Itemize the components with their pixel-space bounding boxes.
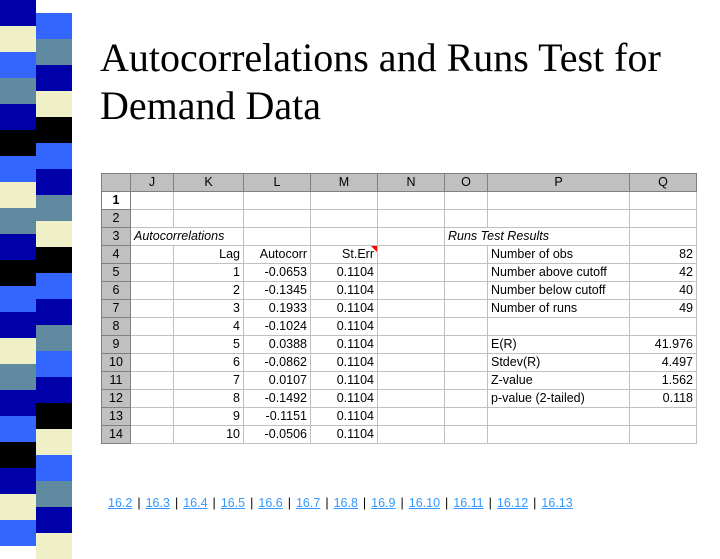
cell[interactable]: -0.1024	[244, 318, 311, 336]
cell[interactable]: Autocorr	[244, 246, 311, 264]
cell[interactable]	[445, 318, 488, 336]
strip-square	[0, 286, 36, 312]
nav-separator: |	[400, 496, 404, 510]
page-navigation	[108, 496, 708, 510]
cell[interactable]	[378, 318, 445, 336]
strip-square	[0, 0, 36, 26]
cell[interactable]	[378, 246, 445, 264]
row-header[interactable]: 13	[102, 408, 131, 426]
cell[interactable]	[131, 408, 174, 426]
strip-square	[36, 429, 72, 455]
sheet-row	[102, 372, 697, 390]
strip-square	[0, 364, 36, 390]
cell[interactable]	[131, 264, 174, 282]
cell[interactable]	[630, 318, 697, 336]
nav-separator: |	[212, 496, 216, 510]
cell[interactable]: 0.1104	[311, 426, 378, 444]
strip-square	[0, 208, 36, 234]
cell[interactable]	[378, 408, 445, 426]
nav-link[interactable]: 16.4	[183, 496, 208, 510]
strip-square	[36, 195, 72, 221]
nav-link[interactable]: 16.13	[541, 496, 573, 510]
cell[interactable]: -0.0506	[244, 426, 311, 444]
cell[interactable]: 8	[174, 390, 244, 408]
cell[interactable]: 0.1104	[311, 336, 378, 354]
column-header[interactable]: O	[445, 174, 488, 192]
cell[interactable]	[378, 300, 445, 318]
cell[interactable]	[630, 408, 697, 426]
corner-cell[interactable]	[102, 174, 131, 192]
strip-square	[36, 481, 72, 507]
strip-square	[36, 247, 72, 273]
cell[interactable]: 0.1104	[311, 390, 378, 408]
row-header[interactable]: 11	[102, 372, 131, 390]
cell[interactable]	[174, 210, 244, 228]
strip-square	[36, 273, 72, 299]
cell[interactable]	[488, 408, 630, 426]
strip-square	[0, 130, 36, 156]
cell[interactable]: 0.1104	[311, 354, 378, 372]
strip-square	[36, 117, 72, 143]
row-header[interactable]: 4	[102, 246, 131, 264]
strip-square	[0, 468, 36, 494]
nav-separator: |	[325, 496, 329, 510]
slide-title: Autocorrelations and Runs Test for Demand Data	[100, 35, 661, 128]
cell[interactable]: -0.1345	[244, 282, 311, 300]
cell[interactable]	[445, 192, 488, 210]
cell[interactable]	[378, 426, 445, 444]
cell[interactable]	[311, 228, 378, 246]
cell[interactable]: Number above cutoff	[488, 264, 630, 282]
column-header[interactable]: Q	[630, 174, 697, 192]
cell[interactable]	[378, 372, 445, 390]
nav-separator: |	[488, 496, 492, 510]
cell[interactable]	[244, 192, 311, 210]
cell[interactable]	[378, 390, 445, 408]
column-header[interactable]: L	[244, 174, 311, 192]
cell[interactable]: 0.1104	[311, 282, 378, 300]
cell[interactable]	[131, 426, 174, 444]
strip-square	[36, 221, 72, 247]
cell[interactable]	[445, 372, 488, 390]
cell[interactable]	[445, 264, 488, 282]
cell[interactable]: 9	[174, 408, 244, 426]
sheet-row	[102, 210, 697, 228]
cell[interactable]: 6	[174, 354, 244, 372]
column-header[interactable]: P	[488, 174, 630, 192]
nav-separator: |	[174, 496, 179, 510]
sheet-row	[102, 390, 697, 408]
column-headers	[102, 174, 697, 192]
sheet-row	[102, 228, 697, 246]
nav-link[interactable]: 16.6	[258, 496, 283, 510]
strip-square	[36, 455, 72, 481]
cell[interactable]: 82	[630, 246, 697, 264]
cell[interactable]: Lag	[174, 246, 244, 264]
cell[interactable]	[131, 354, 174, 372]
cell[interactable]	[131, 300, 174, 318]
nav-link[interactable]: 16.12	[496, 496, 529, 510]
cell[interactable]: 0.1104	[311, 264, 378, 282]
strip-square	[0, 234, 36, 260]
row-header[interactable]: 14	[102, 426, 131, 444]
strip-square	[0, 78, 36, 104]
cell[interactable]	[378, 282, 445, 300]
sheet-row	[102, 300, 697, 318]
cell[interactable]	[445, 282, 488, 300]
row-header[interactable]: 1	[102, 192, 131, 210]
nav-link[interactable]: 16.7	[295, 496, 321, 510]
nav-link[interactable]: 16.5	[220, 496, 246, 510]
cell[interactable]: Number of runs	[488, 300, 630, 318]
column-header[interactable]: M	[311, 174, 378, 192]
column-header[interactable]: N	[378, 174, 445, 192]
strip-square	[36, 533, 72, 559]
cell[interactable]	[378, 354, 445, 372]
strip-square	[0, 442, 36, 468]
cell[interactable]: Runs Test Results	[445, 228, 630, 246]
spreadsheet	[101, 173, 697, 444]
decorative-strip	[0, 0, 88, 540]
cell[interactable]	[488, 426, 630, 444]
strip-square	[0, 52, 36, 78]
cell[interactable]	[131, 336, 174, 354]
strip-square	[0, 312, 36, 338]
cell[interactable]	[311, 192, 378, 210]
sheet-row	[102, 318, 697, 336]
cell[interactable]: Stdev(R)	[488, 354, 630, 372]
cell[interactable]: 1	[174, 264, 244, 282]
nav-link[interactable]: 16.11	[453, 496, 484, 510]
nav-separator: |	[287, 496, 291, 510]
nav-separator: |	[137, 496, 141, 510]
strip-square	[36, 91, 72, 117]
strip-square	[36, 299, 72, 325]
cell[interactable]: Autocorrelations	[131, 228, 244, 246]
cell[interactable]: 2	[174, 282, 244, 300]
row-header[interactable]: 2	[102, 210, 131, 228]
cell[interactable]: 4	[174, 318, 244, 336]
row-header[interactable]: 12	[102, 390, 131, 408]
cell[interactable]: Number below cutoff	[488, 282, 630, 300]
column-header[interactable]: K	[174, 174, 244, 192]
cell[interactable]	[488, 192, 630, 210]
row-header[interactable]: 8	[102, 318, 131, 336]
cell[interactable]: 49	[630, 300, 697, 318]
cell[interactable]	[445, 246, 488, 264]
row-header[interactable]: 9	[102, 336, 131, 354]
cell[interactable]: 41.976	[630, 336, 697, 354]
cell[interactable]	[131, 390, 174, 408]
nav-link[interactable]: 16.3	[145, 496, 170, 510]
cell[interactable]: 3	[174, 300, 244, 318]
sheet-row	[102, 246, 697, 264]
strip-square	[36, 351, 72, 377]
sheet-row	[102, 354, 697, 372]
cell[interactable]: -0.0653	[244, 264, 311, 282]
cell[interactable]: 0.1104	[311, 300, 378, 318]
strip-square	[36, 325, 72, 351]
cell[interactable]: 1.562	[630, 372, 697, 390]
strip-square	[0, 104, 36, 130]
cell[interactable]: -0.1151	[244, 408, 311, 426]
nav-link[interactable]: 16.8	[333, 496, 358, 510]
cell[interactable]	[445, 336, 488, 354]
sheet-row	[102, 282, 697, 300]
cell[interactable]: 5	[174, 336, 244, 354]
cell[interactable]: -0.0862	[244, 354, 311, 372]
cell[interactable]	[378, 192, 445, 210]
cell[interactable]	[131, 246, 174, 264]
sheet-body	[102, 192, 697, 444]
cell[interactable]: 7	[174, 372, 244, 390]
nav-separator: |	[362, 496, 367, 510]
strip-square	[36, 13, 72, 39]
sheet-row	[102, 264, 697, 282]
cell[interactable]	[378, 336, 445, 354]
cell[interactable]	[244, 210, 311, 228]
strip-square	[0, 390, 36, 416]
nav-separator: |	[533, 496, 537, 510]
cell[interactable]	[445, 210, 488, 228]
cell[interactable]	[630, 192, 697, 210]
nav-separator: |	[445, 496, 449, 510]
cell[interactable]: 0.0388	[244, 336, 311, 354]
row-header[interactable]: 5	[102, 264, 131, 282]
cell[interactable]	[445, 408, 488, 426]
cell[interactable]	[131, 192, 174, 210]
nav-separator: |	[250, 496, 254, 510]
row-header[interactable]: 3	[102, 228, 131, 246]
cell[interactable]: 0.1104	[311, 372, 378, 390]
strip-square	[0, 338, 36, 364]
strip-square	[36, 507, 72, 533]
cell[interactable]: 0.1104	[311, 408, 378, 426]
strip-square	[36, 169, 72, 195]
cell[interactable]	[131, 282, 174, 300]
strip-square	[0, 182, 36, 208]
strip-square	[0, 520, 36, 546]
nav-link[interactable]: 16.10	[408, 496, 441, 510]
cell[interactable]	[378, 210, 445, 228]
cell[interactable]: 4.497	[630, 354, 697, 372]
cell[interactable]	[131, 210, 174, 228]
cell[interactable]: Number of obs	[488, 246, 630, 264]
cell[interactable]	[488, 210, 630, 228]
cell[interactable]: 0.1933	[244, 300, 311, 318]
cell[interactable]	[131, 318, 174, 336]
cell[interactable]: p-value (2-tailed)	[488, 390, 630, 408]
cell[interactable]: 40	[630, 282, 697, 300]
cell[interactable]	[311, 210, 378, 228]
cell[interactable]	[445, 354, 488, 372]
cell[interactable]: 42	[630, 264, 697, 282]
row-header[interactable]: 6	[102, 282, 131, 300]
cell[interactable]: 0.1104	[311, 318, 378, 336]
strip-square	[36, 39, 72, 65]
cell[interactable]: 0.0107	[244, 372, 311, 390]
cell[interactable]: -0.1492	[244, 390, 311, 408]
cell[interactable]	[378, 264, 445, 282]
cell[interactable]	[131, 372, 174, 390]
cell[interactable]: Z-value	[488, 372, 630, 390]
cell[interactable]	[488, 318, 630, 336]
cell[interactable]: St.Err	[311, 246, 378, 264]
row-header[interactable]: 7	[102, 300, 131, 318]
cell[interactable]	[630, 426, 697, 444]
strip-square	[36, 403, 72, 429]
nav-link[interactable]: 16.9	[371, 496, 396, 510]
cell[interactable]: 0.118	[630, 390, 697, 408]
cell[interactable]	[244, 228, 311, 246]
strip-square	[0, 494, 36, 520]
row-header[interactable]: 10	[102, 354, 131, 372]
sheet-row	[102, 192, 697, 210]
cell[interactable]	[445, 390, 488, 408]
column-header[interactable]: J	[131, 174, 174, 192]
strip-square	[0, 156, 36, 182]
nav-link[interactable]: 16.2	[108, 496, 133, 510]
strip-square	[36, 143, 72, 169]
cell[interactable]	[445, 426, 488, 444]
sheet-row	[102, 336, 697, 354]
strip-square	[36, 377, 72, 403]
strip-square	[36, 65, 72, 91]
strip-square	[0, 26, 36, 52]
cell[interactable]	[445, 300, 488, 318]
strip-square	[0, 260, 36, 286]
cell[interactable]	[378, 228, 445, 246]
cell[interactable]: E(R)	[488, 336, 630, 354]
sheet-row	[102, 426, 697, 444]
cell[interactable]	[630, 228, 697, 246]
cell[interactable]: 10	[174, 426, 244, 444]
strip-square	[0, 416, 36, 442]
cell[interactable]	[630, 210, 697, 228]
sheet-row	[102, 408, 697, 426]
cell[interactable]	[174, 192, 244, 210]
